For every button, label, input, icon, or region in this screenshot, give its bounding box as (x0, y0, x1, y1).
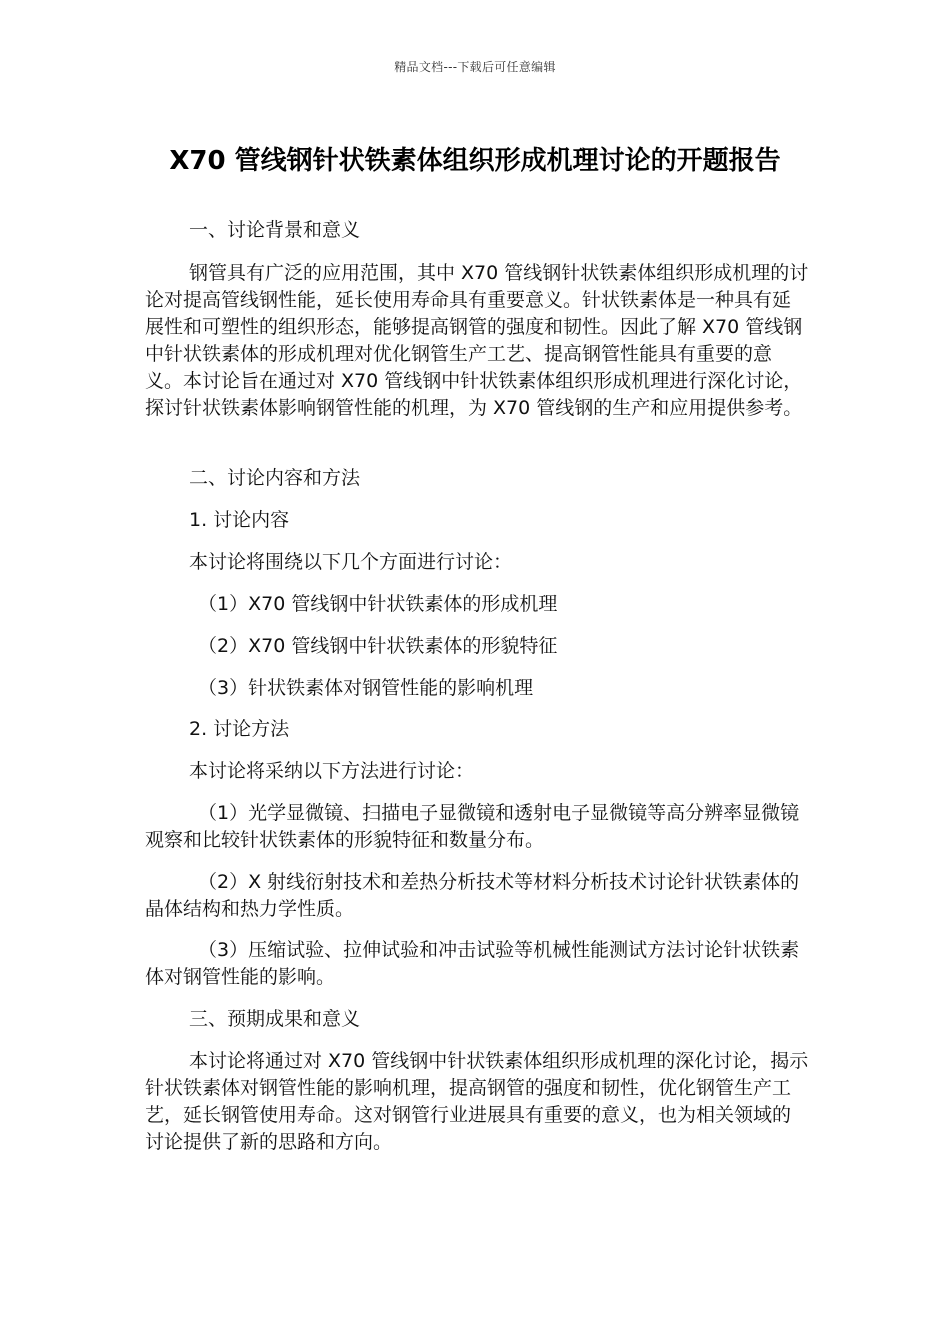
section-heading-background: 一、讨论背景和意义 (189, 219, 361, 241)
content-item: （3）针状铁素体对钢管性能的影响机理 (198, 677, 534, 699)
background-paragraph: 钢管具有广泛的应用范围，其中 X70 管线钢针状铁素体组织形成机理的讨论对提高管线钢性能，延长使用寿命具有重要意义。针状铁素体是一种具有延展性和可塑性的组织形态，能够提高钢管的强度和韧性。因此了解 X70 管线钢中针状铁素体的形成机理对优化钢管生产工艺、提高钢管性能具有重要的意义。本讨论旨在通过对 X70 管线钢中针状铁素体组织形成机理进行深化讨论，探讨针状铁素体影响钢管性能的机理，为 X70 管线钢的生产和应用提供参考。 (145, 262, 809, 419)
document-title: X70 管线钢针状铁素体组织形成机理讨论的开题报告 (169, 146, 781, 176)
page-header-note: 精品文档---下载后可任意编辑 (394, 60, 556, 74)
method-item: （1）光学显微镜、扫描电子显微镜和透射电子显微镜等高分辨率显微镜观察和比较针状铁素体的形貌特征和数量分布。 (145, 802, 800, 851)
method-item: （3）压缩试验、拉伸试验和冲击试验等机械性能测试方法讨论针状铁素体对钢管性能的影响。 (145, 939, 800, 988)
expected-results-paragraph: 本讨论将通过对 X70 管线钢中针状铁素体组织形成机理的深化讨论，揭示针状铁素体对钢管性能的影响机理，提高钢管的强度和韧性，优化钢管生产工艺，延长钢管使用寿命。这对钢管行业进展具有重要的意义，也为相关领域的讨论提供了新的思路和方向。 (145, 1050, 809, 1153)
subheading-research-method: 2. 讨论方法 (189, 718, 290, 740)
section-heading-expected-results: 三、预期成果和意义 (189, 1008, 361, 1030)
subheading-research-content: 1. 讨论内容 (189, 509, 290, 531)
content-item: （2）X70 管线钢中针状铁素体的形貌特征 (198, 635, 558, 657)
section-heading-content-method: 二、讨论内容和方法 (189, 467, 361, 489)
method-intro: 本讨论将采纳以下方法进行讨论： (189, 760, 475, 782)
content-intro: 本讨论将围绕以下几个方面进行讨论： (189, 551, 513, 573)
content-item: （1）X70 管线钢中针状铁素体的形成机理 (198, 593, 558, 615)
method-item: （2）X 射线衍射技术和差热分析技术等材料分析技术讨论针状铁素体的晶体结构和热力学性质。 (145, 871, 800, 920)
